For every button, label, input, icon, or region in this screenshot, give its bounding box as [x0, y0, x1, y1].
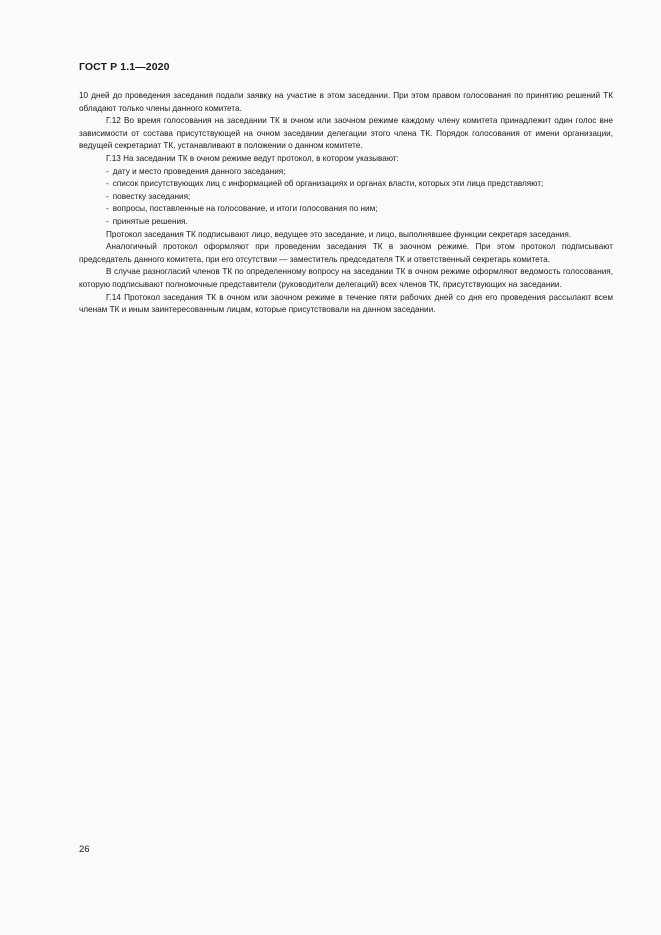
list-marker: -: [106, 166, 109, 176]
paragraph-g13: Г.13 На заседании ТК в очном режиме ведут протокол, в котором указывают:: [106, 153, 399, 163]
list-item: - повестку заседания;: [106, 191, 191, 201]
paragraph-g12: Г.12 Во время голосования на заседании ТК в очном или заочном режиме каждому члену комитета принадлежит один голос вне зависимости от состава присутствующей на очном заседании делегации этого члена ТК. Порядок голосования от имени организации, ведущей секретариат ТК, устанавливают в положении о данном комитете.: [79, 116, 613, 151]
paragraph-remote-protocol: Аналогичный протокол оформляют при проведении заседания ТК в заочном режиме. При этом протокол подписывают председатель данного комитета, при его отсутствии — заместитель председателя ТК и ответственный секретарь комитета.: [79, 242, 613, 264]
page-number: 26: [79, 844, 90, 855]
paragraph-protocol-signing: Протокол заседания ТК подписывают лицо, ведущее это заседание, и лицо, выполнявшее функции секретаря заседания.: [106, 229, 572, 239]
list-marker: -: [106, 191, 109, 201]
list-marker: -: [106, 179, 109, 189]
list-item: - список присутствующих лиц с информацией об организациях и органах власти, которых эти лица представляют;: [106, 179, 544, 189]
list-marker: -: [106, 216, 109, 226]
document-body: [79, 90, 613, 317]
list-item: - вопросы, поставленные на голосование, и итоги голосования по ним;: [106, 204, 378, 214]
list-item: - принятые решения.: [106, 216, 188, 226]
paragraph-g14: Г.14 Протокол заседания ТК в очном или заочном режиме в течение пяти рабочих дней со дня его проведения рассылают всем членам ТК и иным заинтересованным лицам, которые присутствовали на данном заседании.: [79, 292, 613, 315]
list-item: - дату и место проведения данного заседания;: [106, 166, 286, 176]
document-header: ГОСТ Р 1.1—2020: [79, 61, 170, 73]
list-marker: -: [106, 204, 109, 214]
paragraph-disagreement: В случае разногласий членов ТК по определенному вопросу на заседании ТК в очном режиме оформляют ведомость голосования, которую подписывают полномочные представители (руководители делегаций) всех членов ТК, присутствующих на заседании.: [79, 267, 613, 289]
paragraph-continuation: 10 дней до проведения заседания подали заявку на участие в этом заседании. При этом правом голосования по принятию решений ТК обладают только члены данного комитета.: [79, 91, 613, 113]
